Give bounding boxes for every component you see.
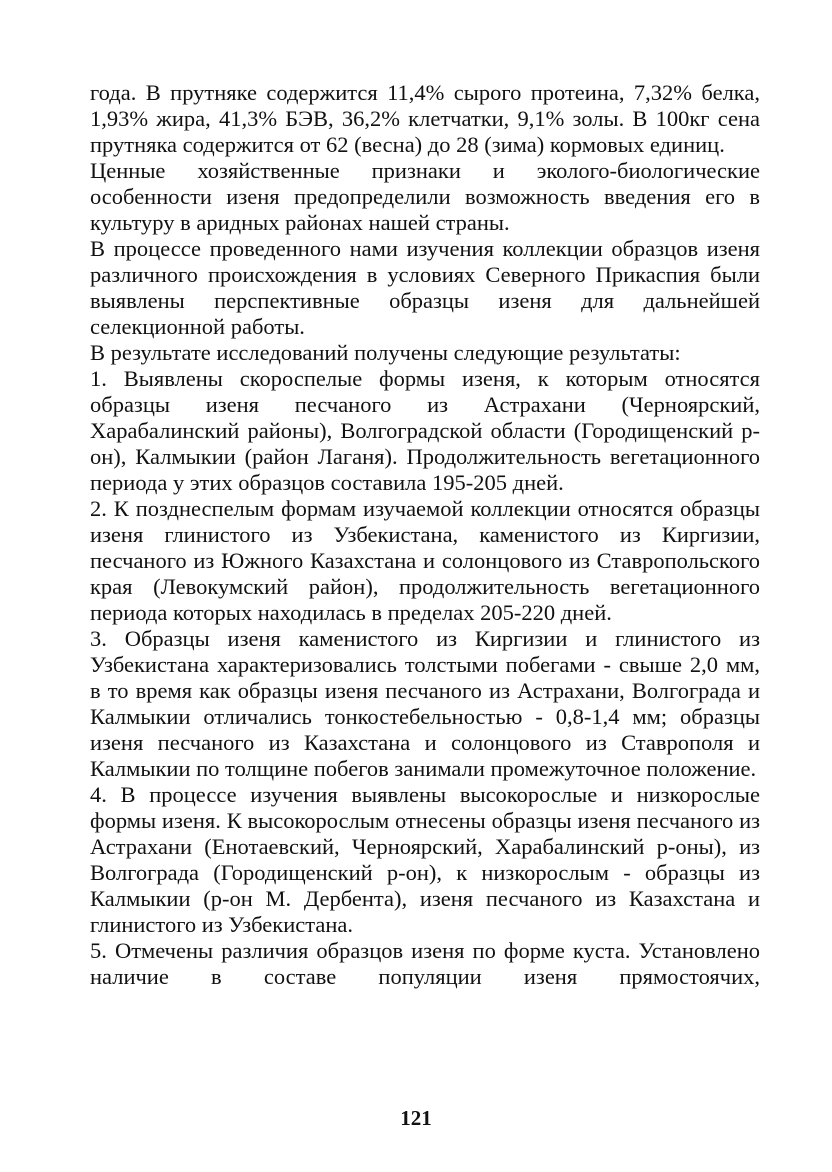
page-body [90,80,760,990]
paragraph-results-intro: В результате исследований получены следующие результаты: [90,340,681,365]
result-item-1: 1. Выявлены скороспелые формы изеня, к которым относятся образцы изеня песчаного из Астрахани (Черноярский, Харабалинский районы), Волгоградской области (Городищенский р-он), Калмыкии (район Лаганя). Продолжительность вегетационного периода у этих образцов составила 195-205 дней. [90,366,760,495]
result-item-3: 3. Образцы изеня каменистого из Киргизии и глинистого из Узбекистана характеризовались толстыми побегами - свыше 2,0 мм, в то время как образцы изеня песчаного из Астрахани, Волгограда и Калмыкии отличались тонкостебельностью - 0,8-1,4 мм; образцы изеня песчаного из Казахстана и солонцового из Ставрополя и Калмыкии по толщине побегов занимали промежуточное положение. [90,626,760,781]
paragraph-fodder-composition: года. В прутняке содержится 11,4% сырого протеина, 7,32% белка, 1,93% жира, 41,3% БЭВ, 36,2% клетчатки, 9,1% золы. В 100кг сена прутняка содержится от 62 (весна) до 28 (зима) кормовых единиц. [90,80,760,157]
result-item-2: 2. К позднеспелым формам изучаемой коллекции относятся образцы изеня глинистого из Узбекистана, каменистого из Киргизии, песчаного из Южного Казахстана и солонцового из Ставропольского края (Левокумский район), продолжительность вегетационного периода которых находилась в пределах 205-220 дней. [90,496,760,625]
result-item-5: 5. Отмечены различия образцов изеня по форме куста. Установлено наличие в составе популяции изеня прямостоячих, [90,938,760,989]
result-item-4: 4. В процессе изучения выявлены высокорослые и низкорослые формы изеня. К высокорослым отнесены образцы изеня песчаного из Астрахани (Енотаевский, Черноярский, Харабалинский р-оны), из Волгограда (Городищенский р-он), к низкорослым - образцы из Калмыкии (р-он М. Дербента), изеня песчаного из Казахстана и глинистого из Узбекистана. [90,782,760,937]
page-number: 121 [400,1106,432,1130]
paragraph-valuable-traits: Ценные хозяйственные признаки и эколого-биологические особенности изеня предопределили возможность введения его в культуру в аридных районах нашей страны. [90,158,760,235]
paragraph-collection-study: В процессе проведенного нами изучения коллекции образцов изеня различного происхождения в условиях Северного Прикаспия были выявлены перспективные образцы изеня для дальнейшей селекционной работы. [90,236,760,339]
